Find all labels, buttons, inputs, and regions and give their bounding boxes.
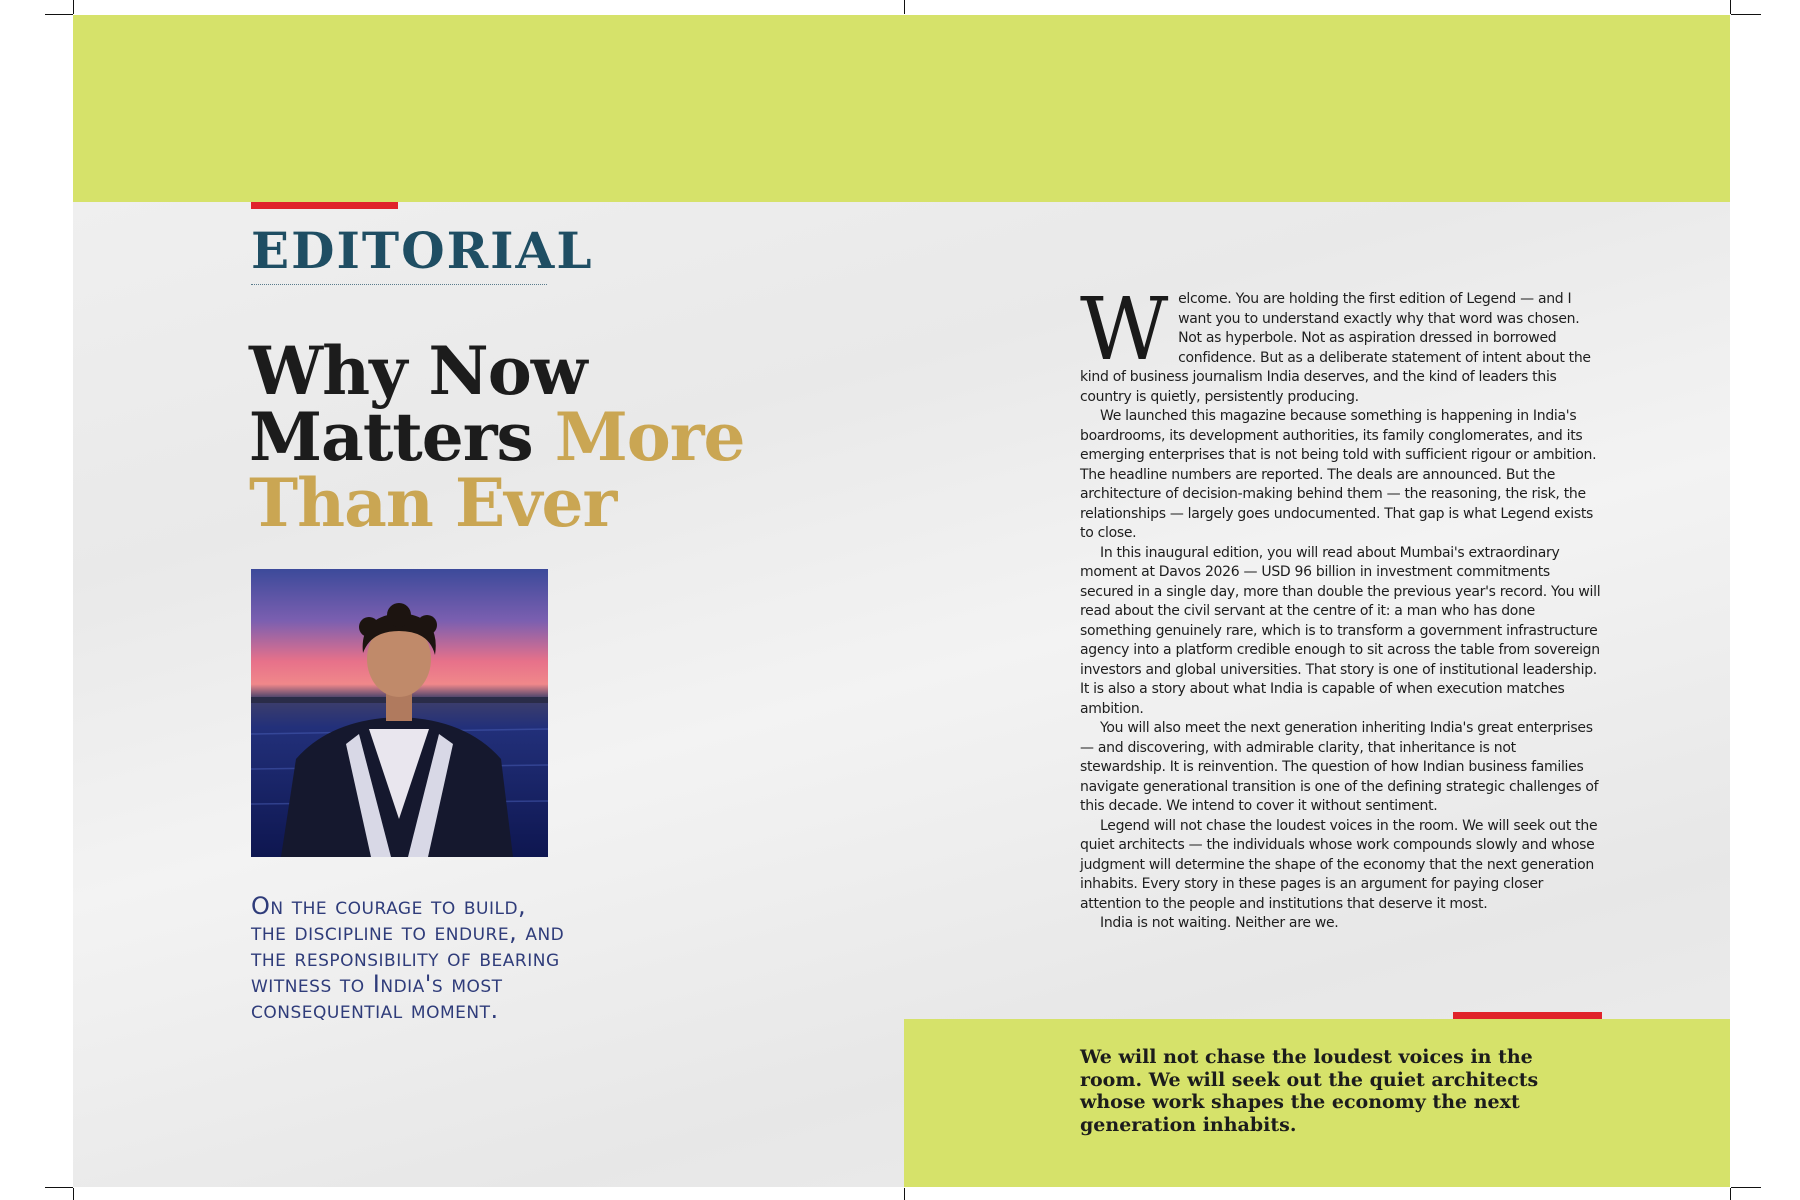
headline-line-3: Than Ever (249, 464, 617, 542)
crop-mark (904, 0, 905, 14)
headline-gold-text: More (554, 398, 745, 476)
pull-quote: We will not chase the loudest voices in the room. We will seek out the quiet architects whose work shapes the economy the next generation inhabits. (1080, 1046, 1539, 1136)
crop-mark (45, 1187, 73, 1188)
article-paragraph: In this inaugural edition, you will read about Mumbai's extraordinary moment at Davos 2026 — USD 96 billion in investment commitments secured in a single day, more than double the previous year's record. You will read about the civil servant at the centre of it: a man who has done something genuinely rare, which is to transform a government infrastructure agency into a platform credible enough to sit across the table from sovereign investors and global universities. That story is one of institutional leadership. It is also a story about what India is capable of when execution matches ambition. (1080, 544, 1601, 717)
article-body (1080, 280, 1605, 934)
pull-quote-accent-bar (1453, 1012, 1602, 1019)
crop-mark (1730, 0, 1731, 14)
crop-mark (1730, 1188, 1731, 1200)
article-paragraph: elcome. You are holding the first edition of Legend — and I want you to understand exactly why that word was chosen. Not as hyperbole. Not as aspiration dressed in borrowed confidence. But as a deliberate statement of intent about the kind of business journalism India deserves, and the kind of leaders this country is quietly, persistently producing. (1080, 291, 1591, 405)
subheadline-line: the discipline to endure, and (251, 918, 565, 946)
headline-dark-text: Matters (249, 398, 555, 476)
section-label: EDITORIAL (251, 221, 594, 280)
section-accent-bar (251, 202, 398, 209)
author-portrait-photo (251, 569, 548, 857)
crop-mark (73, 1188, 74, 1200)
subheadline (251, 893, 564, 1023)
section-label-rule (251, 284, 547, 285)
top-color-band (73, 15, 1730, 202)
crop-mark (1731, 1187, 1761, 1188)
subheadline-line: consequential moment. (251, 996, 499, 1024)
headline-line-2 (249, 398, 745, 476)
article-paragraph: Legend will not chase the loudest voices in the room. We will seek out the quiet architects — the individuals whose work compounds slowly and whose judgment will determine the shape of the economy that the next generation inhabits. Every story in these pages is an argument for paying closer attention to the people and institutions that deserve it most. (1080, 817, 1598, 912)
subheadline-line: On the courage to build, (251, 892, 527, 920)
subheadline-line: witness to India's most (251, 970, 503, 998)
headline (249, 332, 745, 542)
crop-mark (45, 14, 73, 15)
crop-mark (904, 1188, 905, 1200)
article-paragraph: We launched this magazine because something is happening in India's boardrooms, its development authorities, its family conglomerates, and its emerging enterprises that is not being told with sufficient rigour or ambition. The headline numbers are reported. The deals are announced. But the architecture of decision-making behind them — the reasoning, the risk, the relationships — largely goes undocumented. That gap is what Legend exists to close. (1080, 408, 1597, 541)
article-paragraph: You will also meet the next generation inheriting India's great enterprises — and discovering, with admirable clarity, that inheritance is not stewardship. It is reinvention. The question of how Indian business families navigate generational transition is one of the defining strategic challenges of this decade. We intend to cover it without sentiment. (1080, 720, 1599, 814)
crop-mark (1731, 14, 1761, 15)
crop-mark (73, 0, 74, 14)
article-paragraph: India is not waiting. Neither are we. (1100, 915, 1339, 931)
drop-cap: W (1080, 280, 1169, 380)
headline-line-1: Why Now (249, 332, 587, 410)
subheadline-line: the responsibility of bearing (251, 944, 560, 972)
